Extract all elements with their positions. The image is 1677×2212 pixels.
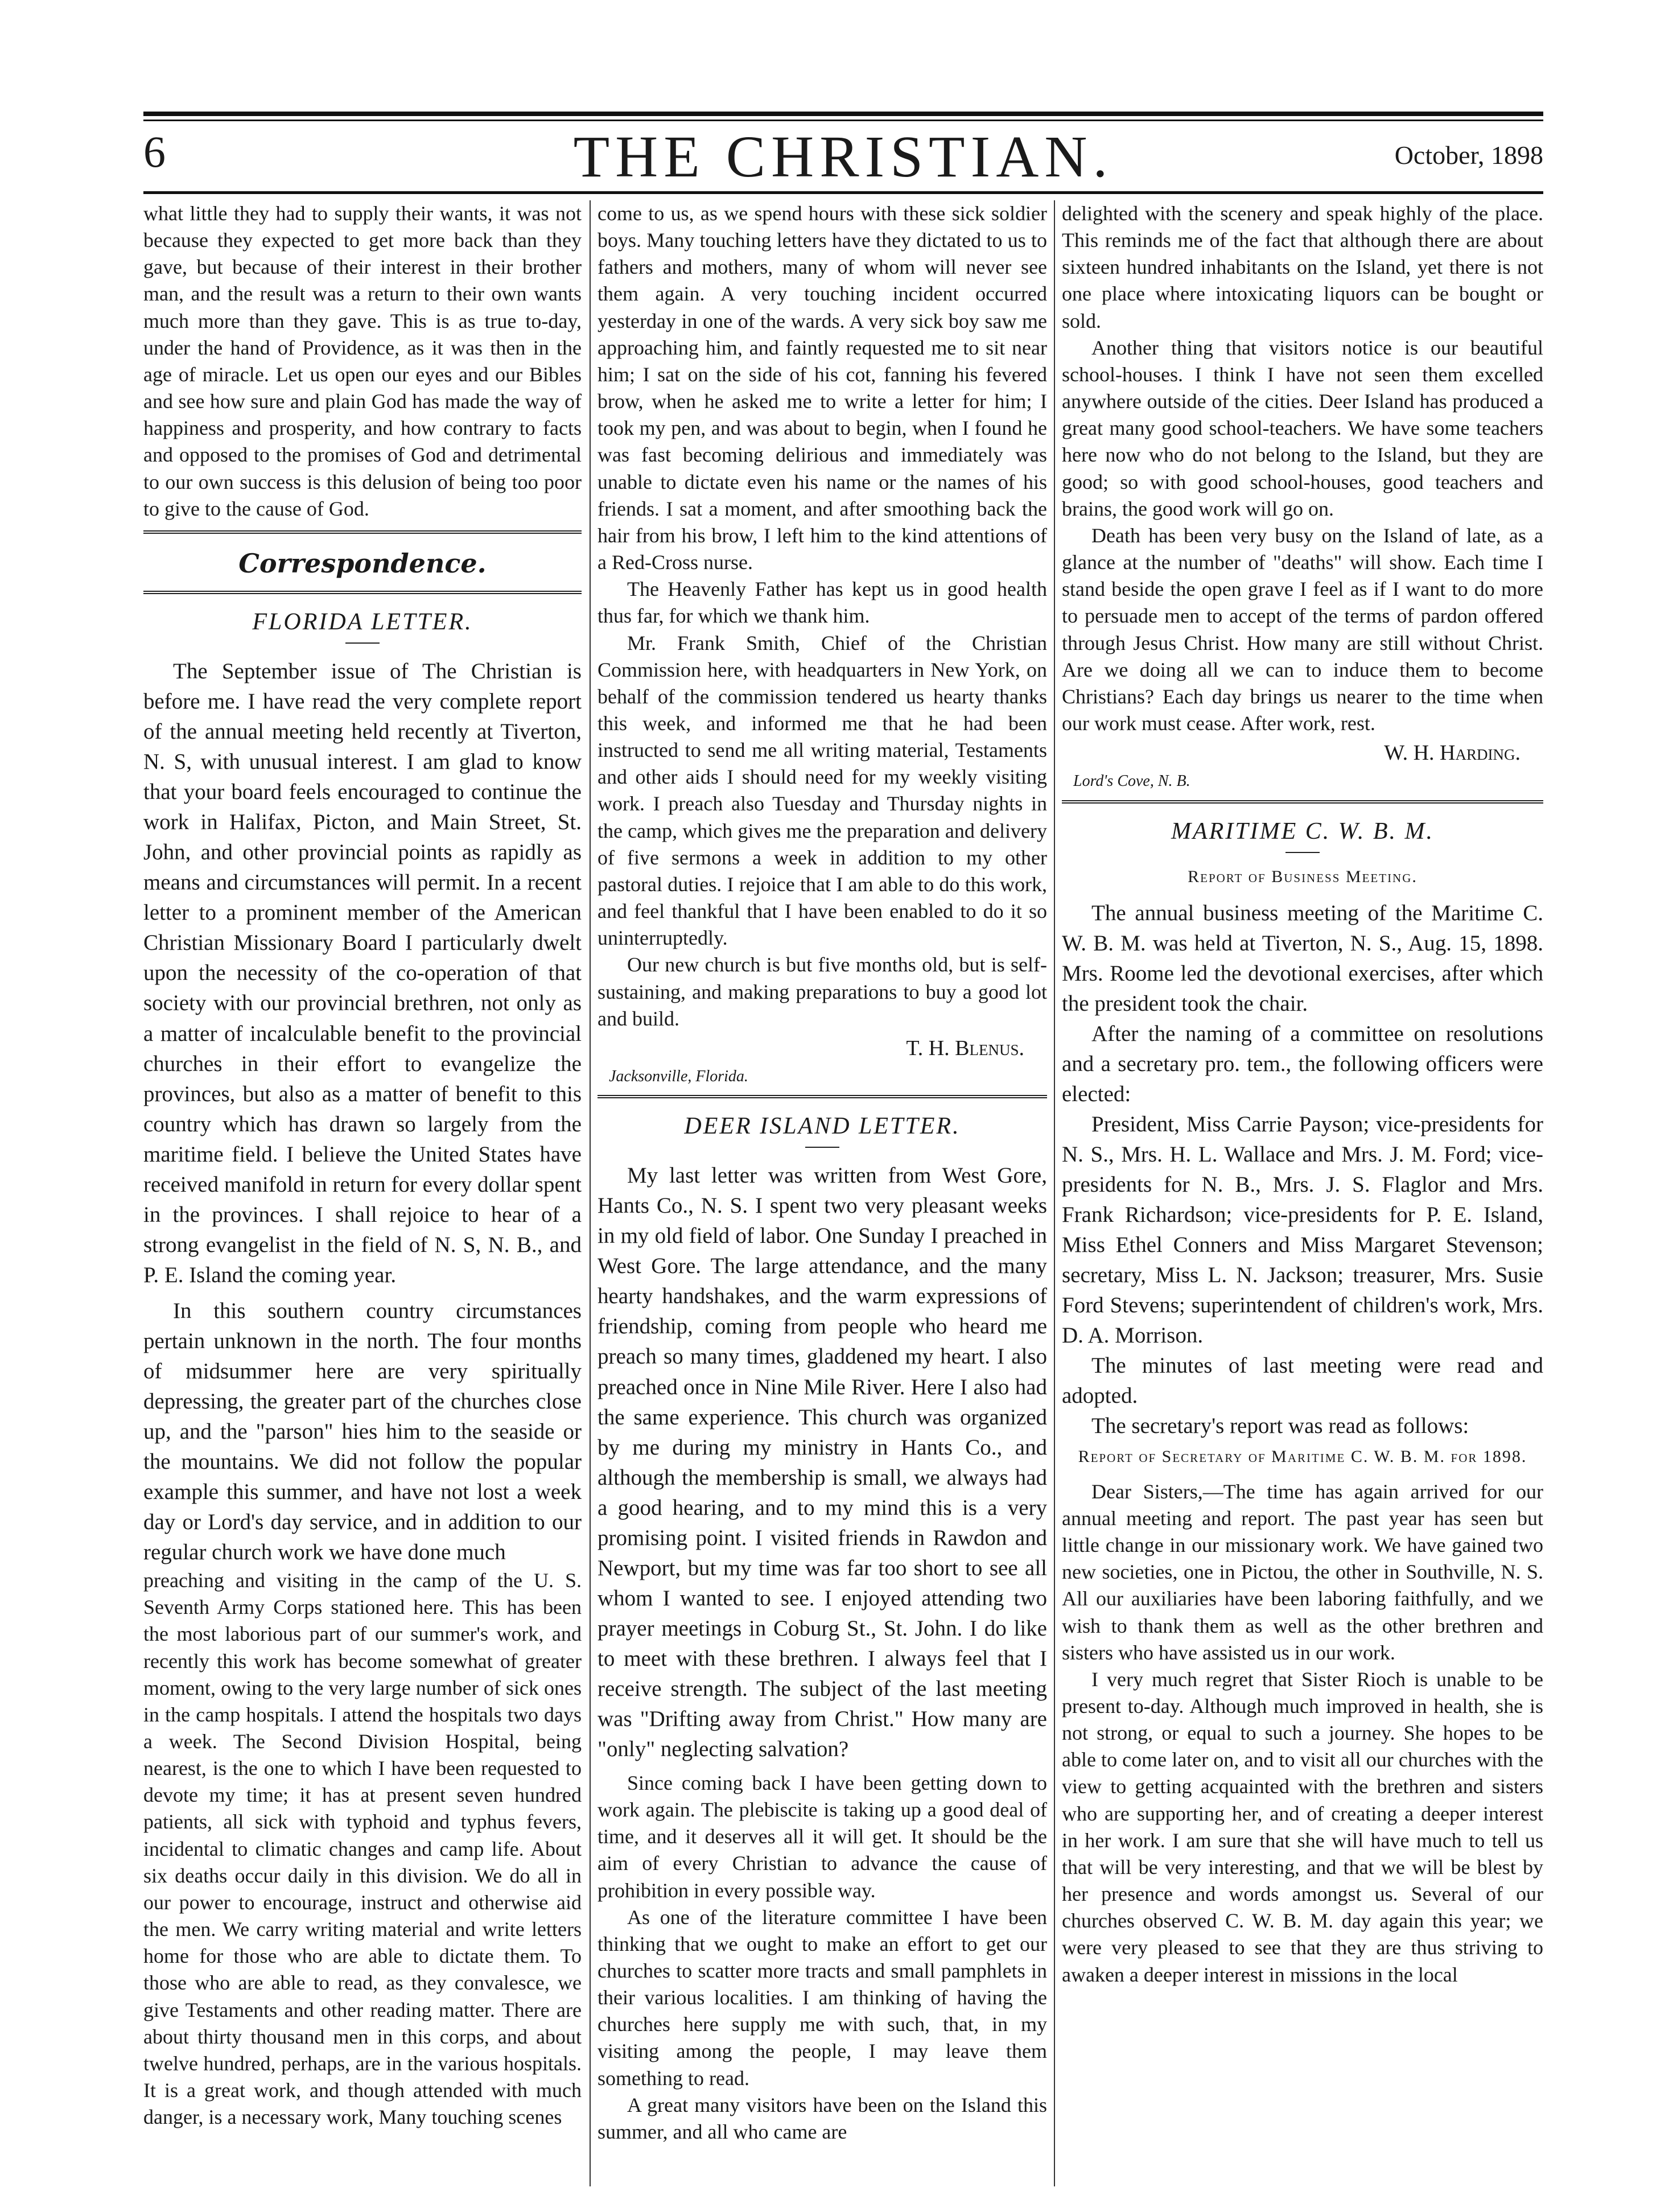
paragraph: Our new church is but five months old, but is self-sustaining, and making preparations to buy a good lot and build. — [598, 953, 1047, 1030]
paragraph: After the naming of a committee on resolutions and a secretary pro. tem., the following officers were elected: — [1062, 1021, 1543, 1107]
top-rule-thin — [143, 120, 1543, 121]
page-header — [143, 126, 1543, 189]
dateline-place: Lord's Cove, N. B. — [1073, 772, 1190, 790]
section-rule — [143, 530, 582, 534]
paragraph: The annual business meeting of the Maritime C. W. B. M. was held at Tiverton, N. S., Aug. 15, 1898. Mrs. Roome led the devotional exercises, after which the president took the chair. — [1062, 900, 1543, 1016]
signature: T. H. Blenus. — [906, 1036, 1024, 1060]
paragraph: President, Miss Carrie Payson; vice-presidents for N. S., Mrs. H. L. Wallace and Mrs. J. M. Ford; vice-presidents for N. B., Mrs. J. S. Flaglor and Mrs. Frank Richardson; vice-presidents for P. E. Island, Miss Ethel Conners and Miss Margaret Stevenson; secretary, Miss L. N. Jackson; treasurer, Mrs. Susie Ford Stevens; superintendent of children's work, Mrs. D. A. Morrison. — [1062, 1112, 1543, 1348]
paragraph: The secretary's report was read as follows: — [1091, 1414, 1469, 1439]
paragraph: The Heavenly Father has kept us in good health thus far, for which we thank him. — [598, 578, 1047, 628]
paragraph: The September issue of The Christian is before me. I have read the very complete report of the annual meeting held recently at Tiverton, N. S, with unusual interest. I am glad to know that your board feels encouraged to continue the work in Halifax, Picton, and Main Street, St. John, and other provincial points as rapidly as means and circumstances will permit. In a recent letter to a prominent member of the American Christian Missionary Board I particularly dwelt upon the necessity of the co-operation of that society with our provincial brethren, not only as a matter of incalculable benefit to the provincial churches in their effort to evangelize the provinces, but also as a matter of benefit to this country which has drawn so largely from the maritime field. I believe the United States have received manifold in return for every dollar spent in the provinces. I shall rejoice to hear of a strong evangelist in the field of N. S, N. B., and P. E. Island the coming year. — [143, 659, 582, 1287]
section-rule — [598, 1095, 1047, 1098]
top-rule — [143, 112, 1543, 116]
article-heading-maritime: MARITIME C. W. B. M. — [1171, 818, 1435, 845]
column-divider — [1054, 200, 1055, 2186]
paragraph: Mr. Frank Smith, Chief of the Christian Commission here, with headquarters in New York, on behalf of the commission tendered us hearty thanks this week, and informed me that he had been instructed to send me all writing material, Testaments and other aids I should need for my weekly visiting work. I preach also Tuesday and Thursday nights in the camp, which gives me the preparation and delivery of five sermons a week in addition to my other pastoral duties. I rejoice that I am able to do this work, and feel thankful that I have been enabled to do it so uninterruptedly. — [598, 631, 1047, 950]
paragraph: what little they had to supply their wants, it was not because they expected to get more back than they gave, but because of their interest in their brother man, and the result was a return to their own wants much more than they gave. This is as true to-day, under the hand of Providence, as it was then in the age of miracle. Let us open our eyes and our Bibles and see how sure and plain God has made the way of happiness and prosperity, and how contrary to facts and opposed to the promises of God and detrimental to our own success is this delusion of being too poor to give to the cause of God. — [143, 202, 582, 520]
dateline-place: Jacksonville, Florida. — [609, 1067, 748, 1085]
section-rule — [1062, 800, 1543, 804]
paragraph: I very much regret that Sister Rioch is unable to be present to-day. Although much improved in health, she is not strong, or equal to such a journey. She hopes to be able to come later on, and to visit all our churches with the view to getting acquainted with the brethren and sisters who are supporting her, and of creating a deeper interest in her work. I am sure that she will have much to tell us that will be very interesting, and that we will be blest by her presence and words amongst us. Several of our churches observed C. W. B. M. day again this year; we were very pleased to see that they are thus striving to awaken a deeper interest in missions in the local — [1062, 1667, 1543, 1986]
paragraph: preaching and visiting in the camp of the U. S. Seventh Army Corps stationed here. This has been the most laborious part of our summer's work, and recently this work has become somewhat of greater moment, owing to the very large number of sick ones in the camp hospitals. I attend the hospitals two days a week. The Second Division Hospital, being nearest, is the one to which I have been requested to devote my time; it has at present seven hundred patients, all sick with typhoid and typhus fevers, incidental to climatic changes and camp life. About six deaths occur daily in this division. We do all in our power to encourage, instruct and otherwise aid the men. We carry writing material and write letters home for those who are able to dictate them. To those who are able to read, as they convalesce, we give Testaments and other reading matter. There are about thirty thousand men in this corps, and about twelve hundred, perhaps, are in the various hospitals. It is a great work, and though attended with much danger, is a necessary work, Many touching scenes — [143, 1569, 582, 2129]
paragraph: Since coming back I have been getting down to work again. The plebiscite is taking up a good deal of time, and it deserves all it will get. It should be the aim of every Christian to advance the cause of prohibition in every possible way. — [598, 1771, 1047, 1902]
article-heading-florida: FLORIDA LETTER. — [252, 609, 473, 636]
paragraph: Death has been very busy on the Island of late, as a glance at the number of "deaths" will show. Each time I stand beside the open grave I feel as if I want to do more to persuade men to accept of the terms of pardon offered through Jesus Christ. How many are still without Christ. Are we doing all we can to induce them to become Christians? Each day brings us nearer to the time when our work must cease. After work, rest. — [1062, 524, 1543, 735]
paragraph: A great many visitors have been on the Island this summer, and all who came are — [598, 2093, 1047, 2143]
short-rule — [1285, 852, 1320, 853]
column-2 — [598, 200, 1047, 2186]
signature: W. H. Harding. — [1384, 741, 1521, 765]
page-number: 6 — [143, 127, 166, 176]
subheading: Report of Secretary of Maritime C. W. B. M. for 1898. — [1078, 1447, 1527, 1467]
short-rule — [345, 642, 380, 644]
short-rule — [805, 1147, 839, 1148]
paragraph: The minutes of last meeting were read and adopted. — [1062, 1353, 1543, 1408]
issue-date: October, 1898 — [1394, 141, 1543, 170]
section-rule — [143, 591, 582, 594]
subheading: Report of Business Meeting. — [1188, 867, 1418, 886]
column-3 — [1062, 200, 1543, 2186]
paragraph: As one of the literature committee I have been thinking that we ought to make an effort to get our churches to scatter more tracts and small pamphlets in their various localities. I am thinking of having the churches here supply me with such, that, in my visiting among the people, I may leave them something to read. — [598, 1905, 1047, 2090]
header-rule — [143, 191, 1543, 194]
column-1 — [143, 200, 582, 2186]
paragraph: Dear Sisters,—The time has again arrived for our annual meeting and report. The past year has seen but little change in our missionary work. We have gained two new societies, one in Pictou, the other in Southville, N. S. All our auxiliaries have been laboring faithfully, and we wish to thank them as well as the other brethren and sisters who have assisted us in our work. — [1062, 1480, 1543, 1664]
department-heading: Correspondence. — [238, 547, 487, 579]
paragraph: In this southern country circumstances pertain unknown in the north. The four months of midsummer here are very spiritually depressing, the greater part of the churches close up, and the "parson" hies him to the seaside or the mountains. We did not follow the popular example this summer, and have not lost a week day or Lord's day service, and in addition to our regular church work we have done much — [143, 1298, 582, 1565]
paragraph: My last letter was written from West Gore, Hants Co., N. S. I spent two very pleasant weeks in my old field of labor. One Sunday I preached in West Gore. The large attendance, and the many hearty handshakes, and the warm expressions of friendship, coming from people who heard me preach so many times, gladdened my heart. I also preached once in Nine Mile River. Here I also had the same experience. This church was organized by me during my ministry in Hants Co., and although the membership is small, we always had a good hearing, and to my mind this is a very promising point. I visited friends in Rawdon and Newport, but my time was far too short to see all whom I wanted to see. I enjoyed attending two prayer meetings in Coburg St., St. John. I do like to meet with these brethren. I always feel that I receive strength. The subject of the last meeting was "Drifting away from Christ." How many are "only" neglecting salvation? — [598, 1163, 1047, 1761]
masthead-title: THE CHRISTIAN. — [573, 124, 1114, 190]
paragraph: Another thing that visitors notice is our beautiful school-houses. I think I have not seen them excelled anywhere outside of the cities. Deer Island has produced a great many good school-teachers. We have some teachers here now who do not belong to the Island, but they are good; so with good school-houses, good teachers and brains, the good work will go on. — [1062, 336, 1543, 520]
paragraph: come to us, as we spend hours with these sick soldier boys. Many touching letters have they dictated to us to fathers and mothers, many of whom will never see them again. A very touching incident occurred yesterday in one of the wards. A very sick boy saw me approaching him, and faintly requested me to sit near him; I sat on the side of his cot, fanning his fevered brow, when he asked me to write a letter for him; I took my pen, and was about to begin, when I found he was fast becoming delirious and immediately was unable to dictate even his name or the names of his friends. I sat a moment, and after smoothing back the hair from his brow, I left him to the kind attentions of a Red-Cross nurse. — [598, 202, 1047, 574]
column-divider — [590, 200, 591, 2186]
article-heading-deer-island: DEER ISLAND LETTER. — [684, 1113, 961, 1140]
paragraph: delighted with the scenery and speak highly of the place. This reminds me of the fact that although there are about sixteen hundred inhabitants on the Island, yet there is not one place where intoxicating liquors can be bought or sold. — [1062, 202, 1543, 332]
